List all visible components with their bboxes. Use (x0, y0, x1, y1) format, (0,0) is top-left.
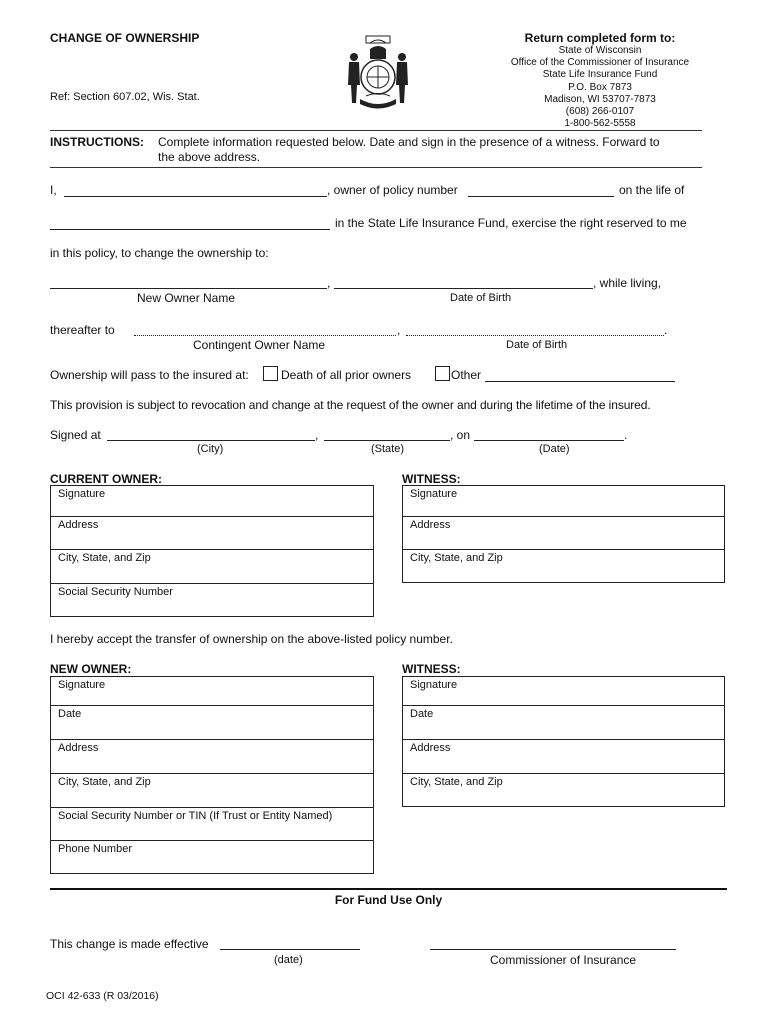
on-the-life-of-text: on the life of (619, 183, 685, 197)
statute-reference: Ref: Section 607.02, Wis. Stat. (50, 91, 200, 103)
new-owner-address-field[interactable] (51, 740, 373, 774)
death-of-prior-owners-checkbox[interactable] (263, 366, 278, 381)
witness-address-field[interactable] (403, 740, 724, 774)
owner-of-policy-text: , owner of policy number (327, 183, 458, 197)
signed-state-field[interactable] (324, 440, 450, 441)
fund-use-heading: For Fund Use Only (334, 893, 443, 907)
field-label: Social Security Number or TIN (If Trust or Entity Named) (58, 810, 333, 822)
return-line: Madison, WI 53707-7873 (544, 93, 656, 105)
field-label: Signature (410, 488, 458, 500)
in-fund-text: in the State Life Insurance Fund, exercise the right reserved to me (335, 216, 687, 230)
date-of-birth-label: Date of Birth (506, 339, 568, 351)
return-line: State Life Insurance Fund (542, 69, 658, 81)
form-title: CHANGE OF OWNERSHIP (50, 31, 200, 45)
current-owner-address-field[interactable] (51, 517, 373, 550)
witness-address-field[interactable] (403, 517, 724, 550)
current-owner-city-state-zip-field[interactable] (51, 550, 373, 584)
divider (50, 130, 702, 131)
field-label: Address (58, 519, 99, 531)
date-of-birth-label: Date of Birth (450, 292, 512, 304)
owner-name-field[interactable] (64, 196, 327, 197)
field-label: Date (58, 708, 82, 720)
state-label: (State) (371, 443, 405, 455)
signed-at-text: Signed at (50, 428, 101, 442)
field-label: Signature (410, 679, 458, 691)
period: . (664, 323, 668, 337)
insured-name-field[interactable] (50, 229, 330, 230)
return-heading: Return completed form to: (524, 31, 676, 45)
witness-box (402, 485, 725, 583)
new-owner-signature-field[interactable] (51, 677, 373, 706)
field-label: Signature (58, 488, 106, 500)
field-label: City, State, and Zip (410, 552, 503, 564)
witness-city-state-zip-field[interactable] (403, 550, 724, 582)
contingent-owner-name-field[interactable] (134, 335, 396, 336)
field-label: Date (410, 708, 434, 720)
form-number: OCI 42-633 (R 03/2016) (46, 990, 159, 1002)
comma: , (327, 276, 331, 290)
current-owner-ssn-field[interactable] (51, 584, 373, 616)
signed-city-field[interactable] (107, 440, 315, 441)
death-option-label: Death of all prior owners (281, 368, 412, 382)
on-text: , on (450, 428, 471, 442)
witness-box (402, 676, 725, 807)
field-label: Address (410, 519, 451, 531)
provision-text: This provision is subject to revocation and change at the request of the owner and during the lifetime of the insured. (50, 398, 651, 412)
field-label: City, State, and Zip (410, 776, 503, 788)
effective-text: This change is made effective (50, 937, 209, 951)
return-line: (608) 266-0107 (565, 106, 635, 118)
change-ownership-text: in this policy, to change the ownership to: (50, 246, 269, 260)
commissioner-signature-field[interactable] (430, 949, 676, 950)
state-seal-icon (336, 33, 420, 115)
new-owner-name-field[interactable] (50, 288, 327, 289)
new-owner-date-field[interactable] (51, 706, 373, 740)
witness-heading: WITNESS: (402, 472, 461, 486)
commissioner-label: Commissioner of Insurance (490, 953, 637, 967)
field-label: Address (410, 742, 451, 754)
new-owner-name-label: New Owner Name (137, 291, 236, 305)
field-label: City, State, and Zip (58, 776, 151, 788)
date-label: (date) (274, 954, 303, 966)
current-owner-box (50, 485, 374, 617)
witness-signature-field[interactable] (403, 677, 724, 706)
date-label: (Date) (539, 443, 570, 455)
new-owner-dob-field[interactable] (334, 288, 593, 289)
new-owner-ssn-tin-field[interactable] (51, 808, 373, 841)
new-owner-heading: NEW OWNER: (50, 662, 132, 676)
field-label: Address (58, 742, 99, 754)
field-label: Signature (58, 679, 106, 691)
ownership-pass-text: Ownership will pass to the insured at: (50, 368, 249, 382)
i-prefix: I, (50, 183, 57, 197)
return-line: Office of the Commissioner of Insurance (510, 57, 690, 69)
new-owner-phone-field[interactable] (51, 841, 373, 873)
instructions-line-1: Complete information requested below. Date and sign in the presence of a witness. Forward to (158, 135, 660, 149)
instructions-line-2: the above address. (158, 150, 261, 164)
effective-date-field[interactable] (220, 949, 360, 950)
return-address (500, 45, 700, 130)
city-label: (City) (197, 443, 224, 455)
period: . (624, 428, 628, 442)
return-line: 1-800-562-5558 (564, 118, 636, 130)
witness-date-field[interactable] (403, 706, 724, 740)
divider (50, 167, 702, 168)
contingent-owner-dob-field[interactable] (406, 335, 664, 336)
return-line: P.O. Box 7873 (568, 81, 632, 93)
witness-city-state-zip-field[interactable] (403, 774, 724, 806)
current-owner-heading: CURRENT OWNER: (50, 472, 162, 486)
fund-use-divider (50, 888, 727, 890)
comma: , (397, 323, 401, 337)
other-specify-field[interactable] (485, 381, 675, 382)
other-option-label: Other (451, 368, 482, 382)
policy-number-field[interactable] (468, 196, 614, 197)
thereafter-to-text: thereafter to (50, 323, 115, 337)
comma: , (315, 428, 319, 442)
return-line: State of Wisconsin (558, 45, 642, 56)
current-owner-signature-field[interactable] (51, 486, 373, 517)
other-checkbox[interactable] (435, 366, 450, 381)
accept-transfer-text: I hereby accept the transfer of ownership on the above-listed policy number. (50, 632, 453, 646)
while-living-text: , while living, (593, 276, 662, 290)
field-label: City, State, and Zip (58, 552, 151, 564)
witness-signature-field[interactable] (403, 486, 724, 517)
signed-date-field[interactable] (474, 440, 624, 441)
contingent-owner-name-label: Contingent Owner Name (193, 338, 326, 352)
new-owner-box (50, 676, 374, 874)
witness-heading: WITNESS: (402, 662, 461, 676)
instructions-label: INSTRUCTIONS: (50, 135, 144, 149)
field-label: Social Security Number (58, 586, 173, 598)
field-label: Phone Number (58, 843, 132, 855)
new-owner-city-state-zip-field[interactable] (51, 774, 373, 808)
